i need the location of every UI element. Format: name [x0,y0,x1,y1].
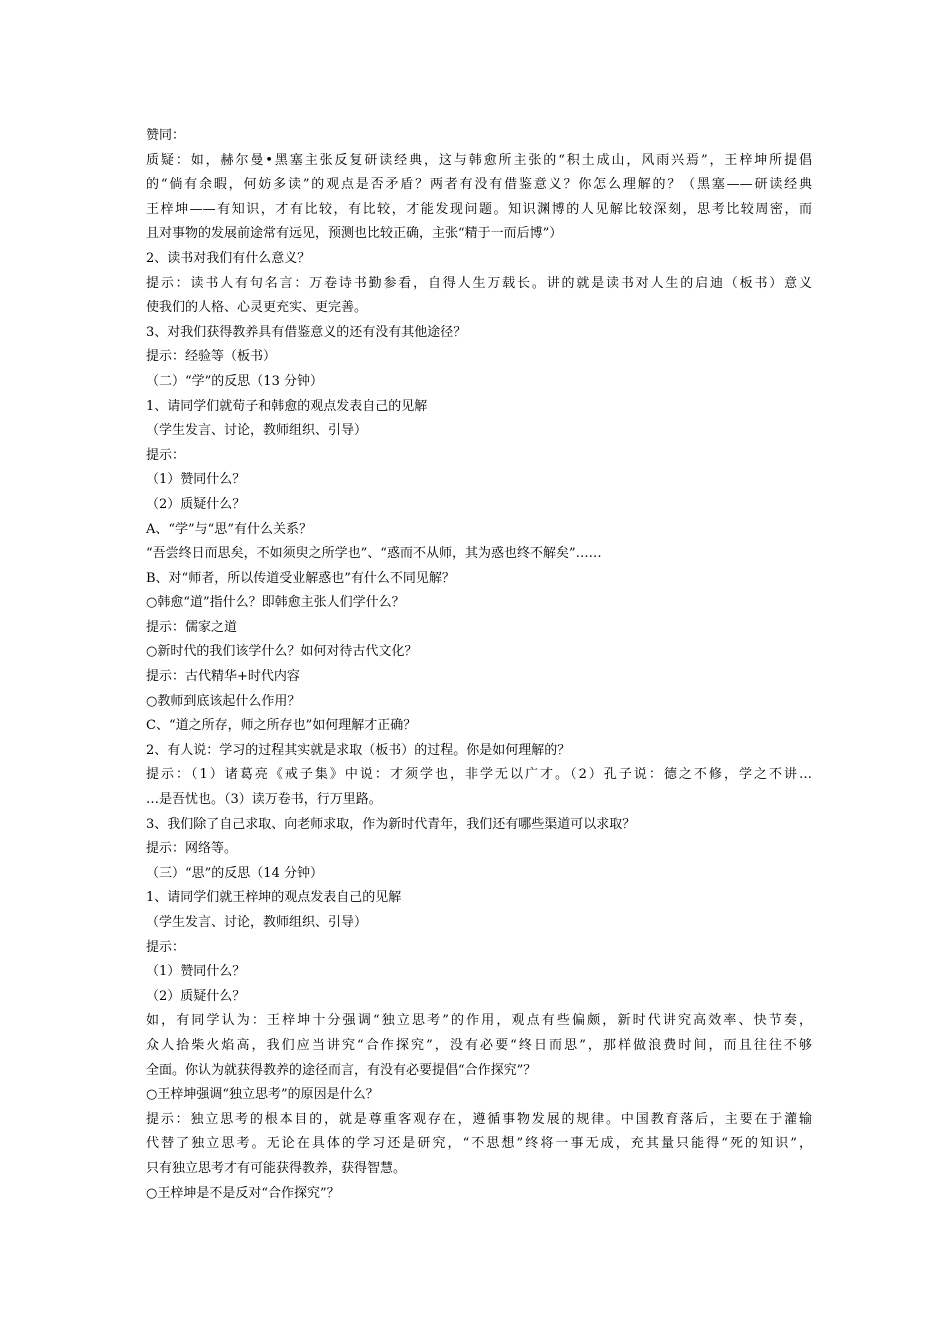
text-line: 提示：（1）诸葛亮《戒子集》中说：才须学也，非学无以广才。（2）孔子说：德之不修，学之不讲… [146,767,812,783]
text-line: 赞同： [146,128,186,143]
text-line: （学生发言、讨论，教师组织、引导） [146,915,368,930]
text-line: 1、请同学们就王梓坤的观点发表自己的见解 [146,890,402,906]
text-line: 代替了独立思考。无论在具体的学习还是研究，“不思想”终将一事无成，充其量只能得“死的知识”， [146,1136,812,1152]
text-line: 提示：网络等。 [146,841,238,857]
text-line: （三）“思”的反思（14 分钟） [146,865,323,881]
text-line: 3、我们除了自己求取、向老师求取，作为新时代青年，我们还有哪些渠道可以求取？ [146,816,636,832]
text-line: …是吾忧也。（3）读万卷书，行万里路。 [146,792,382,808]
text-line: 使我们的人格、心灵更充实、更完善。 [146,300,368,316]
text-line: 1、请同学们就荀子和韩愈的观点发表自己的见解 [146,398,428,414]
text-line: ○韩愈“道”指什么？即韩愈主张人们学什么？ [146,595,405,611]
text-line: 2、读书对我们有什么意义？ [146,250,311,266]
text-line: （2）质疑什么？ [146,496,246,512]
text-line: 提示：经验等（板书） [146,349,277,365]
text-line: （1）赞同什么？ [146,472,246,488]
text-line: 全面。你认为就获得教养的途径而言，有没有必要提倡“合作探究”？ [146,1062,537,1078]
text-line: 提示： [146,939,186,955]
text-line: （2）质疑什么？ [146,988,246,1004]
text-line: 的“倘有余暇，何妨多读”的观点是否矛盾？两者有没有借鉴意义？你怎么理解的？（黑塞——研读经典 [146,177,812,193]
text-line: （学生发言、讨论，教师组织、引导） [146,423,368,439]
text-line: ○新时代的我们该学什么？如何对待古代文化？ [146,644,418,660]
text-line: 如，有同学认为：王梓坤十分强调“独立思考”的作用，观点有些偏颇，新时代讲究高效率、快节奏， [146,1013,812,1029]
text-line: 提示：读书人有句名言：万卷诗书勤参看，自得人生万载长。讲的就是读书对人生的启迪（板书）意义 [146,275,812,291]
text-line: C、“道之所存，师之所存也”如何理解才正确？ [146,718,417,734]
text-line: “吾尝终日而思矣，不如须臾之所学也”、“惑而不从师，其为惑也终不解矣”…… [146,546,602,562]
text-line: ○王梓坤是不是反对“合作探究”？ [146,1185,340,1201]
text-line: 提示： [146,447,186,463]
text-line: B、对“师者，所以传道受业解惑也”有什么不同见解？ [146,570,455,586]
text-line: （二）“学”的反思（13 分钟） [146,373,323,389]
text-line: 3、对我们获得教养具有借鉴意义的还有没有其他途径？ [146,324,467,340]
text-line: 提示：儒家之道 [146,619,238,635]
text-line: 2、有人说：学习的过程其实就是求取（板书）的过程。你是如何理解的？ [146,742,571,758]
text-line: 提示：古代精华+时代内容 [146,669,300,685]
text-line: 质疑：如，赫尔曼•黑塞主张反复研读经典，这与韩愈所主张的“积土成山，风雨兴焉”，王梓坤所提倡 [146,152,812,168]
text-line: 王梓坤——有知识，才有比较，有比较，才能发现问题。知识渊博的人见解比较深刻，思考比较周密，而 [146,201,812,217]
text-line: A、“学”与“思”有什么关系？ [146,521,312,537]
text-line: 提示：独立思考的根本目的，就是尊重客观存在，遵循事物发展的规律。中国教育落后，主要在于灌输 [146,1111,812,1127]
text-line: ○王梓坤强调“独立思考”的原因是什么？ [146,1087,379,1103]
document-page [146,124,812,1206]
text-line: 且对事物的发展前途常有远见，预测也比较正确，主张“精于一而后博”） [146,226,563,242]
text-line: ○教师到底该起什么作用？ [146,693,301,709]
text-line: （1）赞同什么？ [146,964,246,980]
text-line: 众人拾柴火焰高，我们应当讲究“合作探究”，没有必要“终日而思”，那样做浪费时间，而且往往不够 [146,1037,812,1053]
text-line: 只有独立思考才有可能获得教养，获得智慧。 [146,1160,407,1176]
